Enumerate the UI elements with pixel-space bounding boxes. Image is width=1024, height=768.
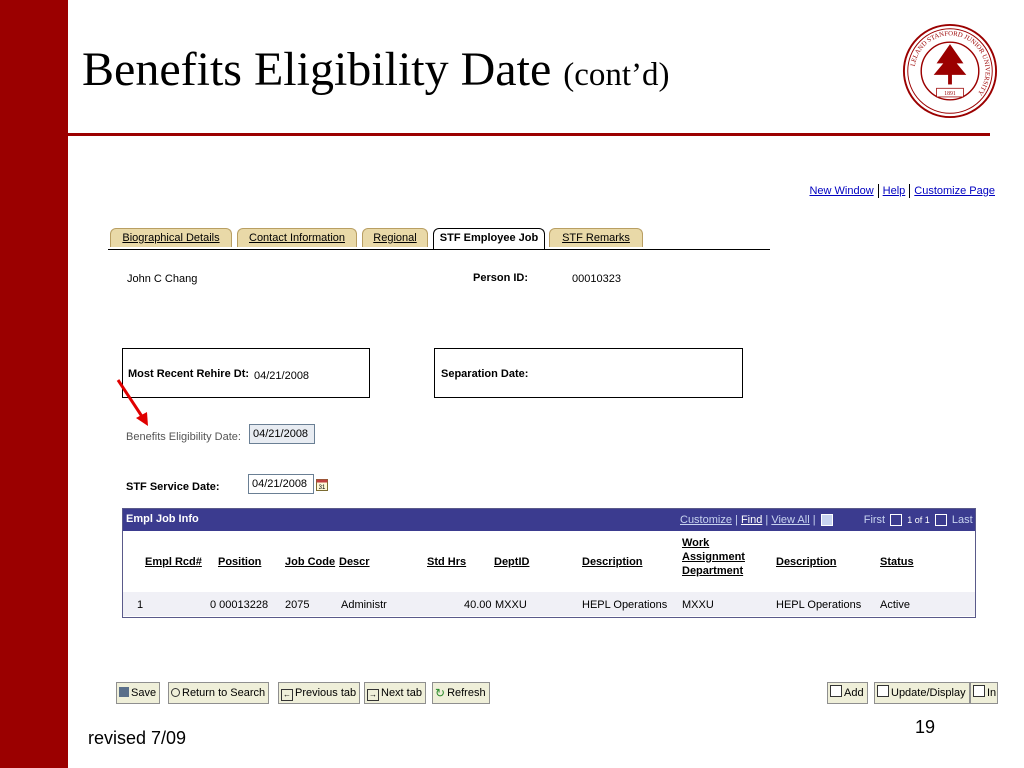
red-arrow-annotation (114, 378, 154, 430)
add-button[interactable] (827, 682, 868, 704)
update-document-icon (877, 685, 889, 697)
benefits-eligibility-date-field: 04/21/2008 (249, 424, 315, 444)
arrow-right-icon: → (369, 690, 377, 699)
rehire-date-value: 04/21/2008 (254, 370, 310, 382)
benefits-eligibility-date-label: Benefits Eligibility Date: (126, 431, 241, 443)
tab-label: Regional (373, 232, 417, 244)
page-tabs (108, 228, 770, 250)
svg-text:31: 31 (318, 485, 326, 491)
slide-page-number: 19 (915, 717, 936, 737)
download-grid-icon[interactable] (821, 514, 833, 526)
cell-description: HEPL Operations (582, 599, 668, 611)
customize-page-link[interactable]: Customize Page (914, 184, 995, 197)
refresh-icon: ↻ (435, 686, 446, 700)
next-tab-button[interactable] (364, 682, 426, 704)
include-history-label: In (987, 687, 997, 699)
tab-label: STF Employee Job (439, 232, 539, 244)
grid-customize-link[interactable]: Customize (680, 514, 732, 526)
previous-tab-label: Previous tab (295, 687, 357, 699)
tab-biographical-details[interactable] (110, 228, 232, 247)
col-header-empl-rcd[interactable]: Empl Rcd# (145, 556, 202, 568)
grid-pagination: 1 of 1 (907, 515, 930, 525)
refresh-label: Refresh (447, 687, 486, 699)
stanford-seal-logo (902, 23, 998, 119)
grid-title: Empl Job Info (126, 513, 199, 525)
col-header-std-hrs[interactable]: Std Hrs (427, 556, 467, 568)
tab-label: Biographical Details (122, 232, 220, 244)
calendar-icon[interactable] (316, 478, 328, 491)
grid-header-bar (123, 509, 975, 531)
cell-std-hrs: 40.00 (464, 599, 492, 611)
history-document-icon (973, 685, 985, 697)
next-row-icon[interactable] (935, 514, 947, 526)
link-separator (909, 184, 910, 198)
svg-text:LELAND STANFORD JUNIOR UNIVERS: LELAND STANFORD JUNIOR UNIVERSITY (909, 30, 991, 97)
cell-descr: Administr (341, 599, 387, 611)
previous-row-icon[interactable] (890, 514, 902, 526)
magnifier-icon (171, 688, 180, 697)
revision-note: revised 7/09 (88, 728, 187, 748)
tab-stf-employee-job[interactable] (433, 228, 545, 249)
col-header-descr[interactable]: Descr (339, 556, 370, 568)
grid-find-link[interactable]: Find (740, 514, 763, 526)
grid-view-all-link[interactable]: View All (771, 514, 810, 526)
tab-label: Contact Information (249, 232, 345, 244)
update-display-button[interactable] (874, 682, 970, 704)
person-id-label: Person ID: (473, 272, 529, 284)
link-separator (878, 184, 879, 198)
slide-title (82, 43, 670, 96)
slide-title-sub: (cont’d) (563, 57, 670, 93)
col-header-description-2[interactable]: Description (776, 556, 837, 568)
add-document-icon (830, 685, 842, 697)
new-window-link[interactable]: New Window (809, 184, 874, 197)
col-header-work-assignment-department[interactable]: Work Assignment Department (682, 537, 745, 577)
svg-text:1891: 1891 (944, 91, 956, 97)
stf-service-date-input[interactable]: 04/21/2008 (248, 474, 314, 494)
cell-position: 0 00013228 (210, 599, 269, 611)
cell-job-code: 2075 (285, 599, 310, 611)
col-header-position[interactable]: Position (218, 556, 262, 568)
rehire-date-label: Most Recent Rehire Dt: (128, 368, 250, 380)
empl-job-info-grid (122, 508, 976, 618)
previous-tab-button[interactable] (278, 682, 360, 704)
cell-empl-rcd: 1 (137, 599, 144, 611)
grid-last-link[interactable]: Last (951, 514, 973, 526)
tab-contact-information[interactable] (237, 228, 357, 247)
person-id-value: 00010323 (572, 273, 621, 285)
top-links (770, 184, 995, 198)
cell-description-2: HEPL Operations (776, 599, 862, 611)
save-button[interactable] (116, 682, 160, 704)
update-display-label: Update/Display (891, 687, 966, 699)
return-to-search-label: Return to Search (182, 687, 266, 699)
title-divider (68, 133, 990, 136)
next-tab-label: Next tab (381, 687, 422, 699)
save-button-label: Save (131, 687, 157, 699)
grid-navigation: Customize | Find | View All | First 1 of 1 Last (680, 514, 973, 526)
cell-work-assignment-department: MXXU (682, 599, 714, 611)
add-label: Add (844, 687, 864, 699)
help-link[interactable]: Help (882, 184, 906, 197)
cell-status: Active (880, 599, 910, 611)
include-history-button[interactable] (970, 682, 998, 704)
stf-service-date-label: STF Service Date: (126, 481, 220, 493)
col-header-deptid[interactable]: DeptID (494, 556, 530, 568)
separation-date-label: Separation Date: (441, 368, 529, 380)
employee-name: John C Chang (127, 273, 198, 285)
refresh-button[interactable] (432, 682, 490, 704)
grid-first-link[interactable]: First (863, 514, 886, 526)
col-header-status[interactable]: Status (880, 556, 914, 568)
tab-label: STF Remarks (562, 232, 630, 244)
cell-deptid: MXXU (495, 599, 527, 611)
return-to-search-button[interactable] (168, 682, 269, 704)
col-header-job-code[interactable]: Job Code (285, 556, 336, 568)
slide-title-main: Benefits Eligibility Date (82, 43, 552, 96)
tab-stf-remarks[interactable] (549, 228, 643, 247)
col-header-description[interactable]: Description (582, 556, 643, 568)
arrow-left-icon: ← (283, 690, 291, 699)
floppy-disk-icon (119, 687, 129, 697)
slide-left-accent-bar (0, 0, 68, 768)
tab-regional[interactable] (362, 228, 428, 247)
